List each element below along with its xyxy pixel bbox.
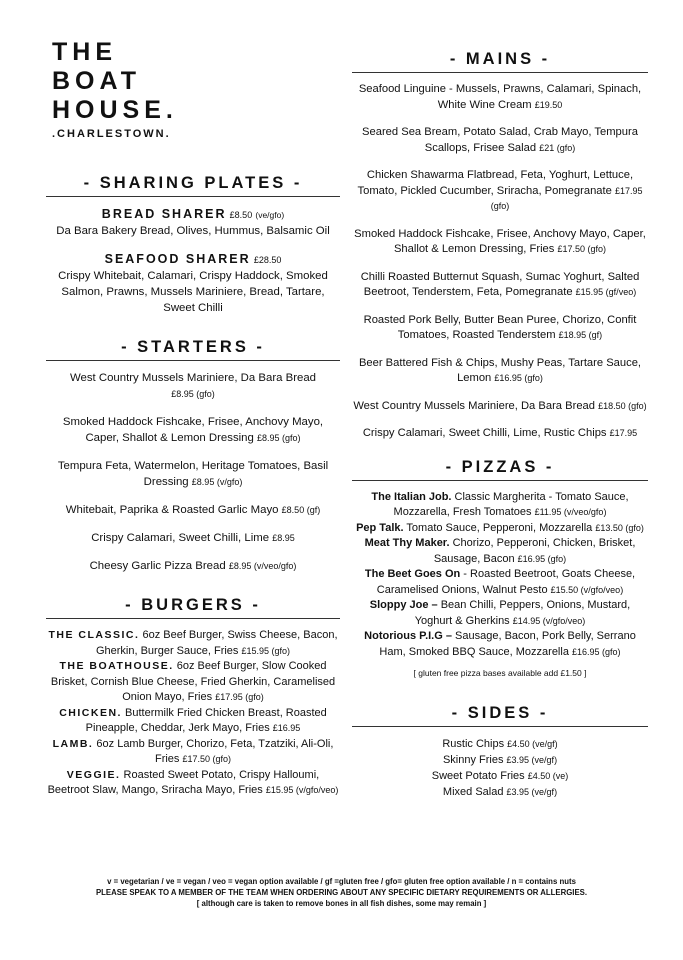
item-price: £16.95 (gfo) (572, 646, 621, 657)
item-desc: Sausage, Bacon, Pork Belly, Serrano Ham, Smoked BBQ Sauce, Mozzarella (379, 630, 636, 658)
list-item (352, 567, 648, 598)
starters-heading: - STARTERS - (46, 338, 340, 361)
bones-warning: [ although care is taken to remove bones in all fish dishes, some may remain ] (196, 899, 487, 908)
item-price: £16.95 (gfo) (494, 373, 543, 383)
mains-section (352, 50, 648, 442)
item-price: £8.95 (v/veo/gfo) (228, 561, 297, 571)
list-item (352, 313, 648, 344)
item-desc: Seafood Linguine - Mussels, Prawns, Calamari, Spinach, White Wine Cream (358, 83, 642, 111)
logo (52, 38, 340, 140)
item-desc: West Country Mussels Mariniere, Da Bara Bread (69, 372, 317, 384)
item-desc: Beer Battered Fish & Chips, Mushy Peas, Tartare Sauce, Lemon (358, 356, 642, 384)
item-price: £17.50 (gfo) (557, 244, 607, 254)
item-desc: Crispy Whitebait, Calamari, Crispy Haddock, Smoked Salmon, Prawns, Mussels Mariniere, Bread, Tartare, Sweet Chilli (58, 270, 328, 314)
item-price: £4.50 (ve) (527, 771, 569, 781)
item-desc: 6oz Beef Burger, Swiss Cheese, Bacon, Gherkin, Burger Sauce, Fries (95, 629, 338, 657)
pizzas-section (352, 458, 648, 679)
item-price: £8.50 (229, 210, 253, 220)
item-price: £21 (gfo) (539, 142, 576, 153)
item-price: £19.50 (534, 99, 563, 110)
item-desc: Seared Sea Bream, Potato Salad, Crab Mayo, Tempura Scallops, Frisee Salad (362, 126, 638, 154)
item-desc: Da Bara Bakery Bread, Olives, Hummus, Balsamic Oil (56, 225, 330, 237)
item-desc: Bean Chilli, Peppers, Onions, Mustard, Yoghurt & Gherkins (414, 599, 631, 627)
item-price: £16.95 (gfo) (517, 553, 567, 564)
item-desc: Chilli Roasted Butternut Squash, Sumac Yoghurt, Salted Beetroot, Tenderstem, Feta, Pomegranate (360, 270, 640, 298)
item-price: £3.95 (ve/gf) (506, 755, 558, 765)
list-item (352, 399, 648, 415)
item-desc: Buttermilk Fried Chicken Breast, Roasted Pineapple, Cheddar, Jerk Mayo, Fries (85, 706, 327, 734)
item-desc: Classic Margherita - Tomato Sauce, Mozzarella, Fresh Tomatoes (393, 490, 629, 518)
item-name: Meat Thy Maker. (364, 537, 450, 549)
starters-section (46, 338, 340, 574)
dietary-key: v = vegetarian / ve = vegan / veo = vegan option available / gf =gluten free / gfo= gluten free option available / n = contains nuts (107, 877, 576, 886)
sides-heading: - SIDES - (352, 704, 648, 727)
item-desc: Mixed Salad (442, 786, 504, 798)
item-price: £8.95 (gfo) (171, 389, 215, 399)
item-desc: Crispy Calamari, Sweet Chilli, Lime, Rustic Chips (362, 427, 607, 439)
list-item (352, 521, 648, 537)
item-price: £18.95 (gf) (558, 330, 603, 340)
item-desc: Cheesy Garlic Pizza Bread (89, 560, 226, 572)
item-diet: (ve/gfo) (255, 210, 285, 220)
mains-heading: - MAINS - (352, 50, 648, 73)
burgers-heading: - BURGERS - (46, 596, 340, 619)
item-desc: Sweet Potato Fries (431, 770, 525, 782)
item-desc: 6oz Lamb Burger, Chorizo, Feta, Tzatziki, Ali-Oli, Fries (96, 737, 334, 765)
logo-line-1: THE (52, 38, 117, 66)
item-price: £18.50 (gfo) (598, 400, 647, 411)
item-name: CHICKEN. (59, 706, 122, 719)
menu-item-bread-sharer (46, 206, 340, 239)
item-price: £15.50 (v/gfo/veo) (550, 584, 624, 595)
allergy-warning: PLEASE SPEAK TO A MEMBER OF THE TEAM WHEN ORDERING ABOUT ANY SPECIFIC DIETARY REQUIREMENTS OR ALLERGIES. (95, 888, 588, 897)
list-item (46, 558, 340, 574)
pizza-gluten-note: [ gluten free pizza bases available add £1.50 ] (413, 668, 587, 678)
list-item (46, 370, 340, 402)
item-name: THE BOATHOUSE. (59, 660, 174, 672)
item-price: £4.50 (ve/gf) (507, 739, 558, 749)
item-name: The Beet Goes On (364, 568, 461, 580)
item-desc: Roasted Sweet Potato, Crispy Halloumi, Beetroot Slaw, Mango, Sriracha Mayo, Fries (47, 768, 320, 796)
sharing-heading: - SHARING PLATES - (46, 174, 340, 197)
item-name: Sloppy Joe – (369, 599, 438, 611)
right-column (352, 50, 648, 800)
item-price: £17.95 (gfo) (490, 185, 643, 211)
burgers-section (46, 596, 340, 799)
logo-location: .CHARLESTOWN. (52, 128, 171, 140)
logo-line-3: HOUSE. (52, 96, 178, 124)
list-item (352, 125, 648, 156)
list-item (352, 768, 648, 784)
sides-section (352, 704, 648, 800)
item-desc: Smoked Haddock Fishcake, Frisee, Anchovy Mayo, Caper, Shallot & Lemon Dressing (62, 416, 324, 444)
list-item (352, 736, 648, 752)
item-price: £17.50 (gfo) (182, 754, 232, 764)
item-price: £15.95 (v/gfo/veo) (265, 785, 339, 795)
item-desc: 6oz Beef Burger, Slow Cooked Brisket, Cornish Blue Cheese, Fried Gherkin, Caramelised Onion Mayo, Fries (50, 660, 336, 703)
item-name: BREAD SHARER (101, 207, 227, 221)
item-desc: Whitebait, Paprika & Roasted Garlic Mayo (65, 504, 279, 516)
item-desc: Skinny Fries (442, 754, 504, 766)
item-price: £28.50 (253, 255, 282, 265)
list-item (46, 530, 340, 546)
list-item (46, 458, 340, 490)
item-desc: Roasted Pork Belly, Butter Bean Puree, Chorizo, Confit Tomatoes, Roasted Tenderstem (363, 313, 637, 341)
item-price: £15.95 (gf/veo) (575, 287, 637, 297)
pizzas-heading: - PIZZAS - (352, 458, 648, 481)
list-item (46, 768, 340, 799)
item-price: £8.50 (gf) (281, 505, 321, 515)
item-price: £8.95 (272, 533, 295, 543)
item-desc: Chicken Shawarma Flatbread, Feta, Yoghurt, Lettuce, Tomato, Pickled Cucumber, Sriracha, Pomegranate (357, 169, 634, 197)
item-name: VEGGIE. (66, 768, 121, 781)
logo-line-2: BOAT (52, 67, 141, 95)
item-name: LAMB. (52, 737, 94, 750)
item-price: £3.95 (ve/gf) (506, 787, 558, 797)
list-item (46, 502, 340, 518)
item-price: £8.95 (v/gfo) (191, 477, 243, 487)
item-name: SEAFOOD SHARER (104, 252, 251, 266)
list-item (352, 784, 648, 800)
list-item (352, 168, 648, 215)
list-item (352, 82, 648, 113)
list-item (46, 706, 340, 737)
item-desc: Tempura Feta, Watermelon, Heritage Tomatoes, Basil Dressing (57, 460, 329, 488)
menu-item-seafood-sharer (46, 251, 340, 316)
list-item (352, 227, 648, 258)
list-item (352, 356, 648, 387)
list-item (352, 270, 648, 301)
list-item (352, 426, 648, 442)
dietary-footer (60, 876, 623, 909)
item-price: £11.95 (v/veo/gfo) (534, 507, 607, 517)
list-item (352, 598, 648, 629)
list-item (46, 659, 340, 706)
item-price: £15.95 (gfo) (241, 645, 291, 656)
item-price: £8.95 (gfo) (257, 433, 301, 443)
list-item (46, 414, 340, 446)
item-desc: Smoked Haddock Fishcake, Frisee, Anchovy Mayo, Caper, Shallot & Lemon Dressing, Fries (354, 227, 646, 255)
item-price: £14.95 (v/gfo/veo) (512, 615, 586, 626)
item-name: Pep Talk. (356, 521, 404, 534)
item-price: £13.50 (gfo) (595, 522, 644, 533)
list-item (352, 752, 648, 768)
list-item (352, 629, 648, 660)
item-desc: Tomato Sauce, Pepperoni, Mozzarella (406, 521, 593, 534)
item-desc: Chorizo, Pepperoni, Chicken, Brisket, Sausage, Bacon (433, 537, 636, 565)
item-name: The Italian Job. (371, 490, 452, 503)
item-desc: - Roasted Beetroot, Goats Cheese, Caramelised Onions, Walnut Pesto (376, 568, 636, 596)
list-item (352, 536, 648, 567)
sharing-section (46, 174, 340, 316)
item-desc: Rustic Chips (442, 738, 505, 750)
item-name: THE CLASSIC. (48, 629, 140, 641)
list-item (46, 628, 340, 659)
item-desc: Crispy Calamari, Sweet Chilli, Lime (91, 532, 270, 544)
item-price: £16.95 (272, 723, 301, 733)
left-column (46, 38, 340, 799)
item-desc: West Country Mussels Mariniere, Da Bara Bread (353, 399, 595, 412)
item-name: Notorious P.I.G – (364, 630, 452, 642)
item-price: £17.95 (gfo) (215, 692, 264, 702)
list-item (352, 490, 648, 521)
list-item (46, 737, 340, 768)
item-price: £17.95 (609, 428, 638, 438)
